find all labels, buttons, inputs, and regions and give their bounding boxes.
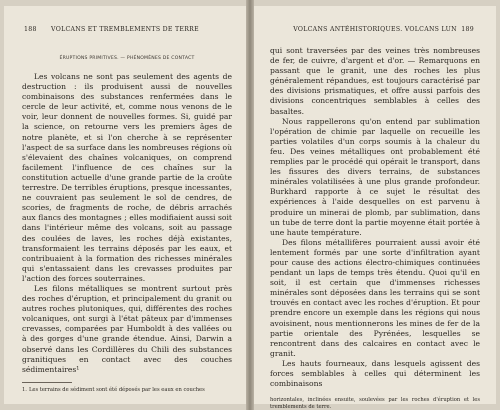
right-page	[254, 6, 496, 410]
footnote-number: 1.	[22, 386, 27, 393]
body-text	[270, 46, 480, 389]
body-text	[22, 72, 232, 375]
book-gutter	[246, 0, 254, 410]
footnote-continued: horizontales, inclinées ensuite, soulevées par les roches d'éruption et les tremblements de terre.	[270, 397, 480, 410]
paragraph: Les hauts fourneaux, dans lesquels agissent des forces semblables à celles qui déterminent les combinaisons	[270, 358, 480, 389]
footnote-text: Les terrains de sédiment sont été déposés par les eaux en couches	[28, 386, 205, 393]
running-head-title: VOLCANS ET TREMBLEMENTS DE TERRE	[51, 26, 199, 33]
paragraph: qui sont traversées par des veines très nombreuses de fer, de cuivre, d'argent et d'or. — Remarquons en passant que le granit, une des roches les plus généralement répandues, est toujours caractérisé par des divisions prismatiques, et offre aussi parfois des divisions concentriques semblables à celles des basaltes.	[270, 46, 480, 116]
page-number: 188	[24, 26, 37, 33]
footnote-divider	[22, 382, 72, 383]
section-caption: ÉRUPTIONS PRIMITIVES. — PHÉNOMÈNES DE CONTACT	[59, 56, 195, 61]
paragraph: Les filons métalliques se montrent surtout près des roches d'éruption, et principalement du granit ou autres roches plutoniques, qui, différentes des roches volcaniques, ont surgi à l'état pâteux par d'immenses crevasses, comparées par Humboldt à des vallées ou à des gorges d'une grande étendue. Ainsi, Darwin a observé dans les Cordillères du Chili des substances granitiques en contact avec des couches sédimentaires¹	[22, 283, 232, 374]
left-page	[4, 6, 246, 404]
running-head-title: VOLCANS ANTÉHISTORIQUES. VOLCANS LUN	[293, 26, 457, 33]
footnote	[22, 387, 232, 394]
paragraph: Des filons métallifères pourraient aussi avoir été lentement formés par une sorte d'infiltration ayant pour cause des actions électro-chimiques continuées pendant un laps de temps très étendu. Quoi qu'il en soit, il est certain que d'immenses richesses minérales sont déposées dans les terrains qui se sont trouvés en contact avec les roches d'éruption. Et pour prendre encore un exemple dans les régions qui nous avoisinent, nous mentionnerons les mines de fer de la partie orientale des Pyrénées, lesquelles se rencontrent dans des calcaires en contact avec le granit.	[270, 237, 480, 358]
paragraph: Les volcans ne sont pas seulement des agents de destruction : ils produisent aussi de nouvelles combinaisons des substances renfermées dans le cercle de leur activité, et, comme nous venons de le voir, leur donnent de nouvelles formes. Si, guidé par la science, on retourne vers les premiers âges de notre planète, et si l'on cherche à se représenter l'aspect de sa surface dans les nombreuses régions où s'élevaient des chaînes volcaniques, on comprend facilement l'influence de ces chaînes sur la constitution actuelle d'une grande partie de la croûte terrestre. De terribles éruptions, presque incessantes, ne couvraient pas seulement le sol de cendres, de scories, de fragments de roche, de débris arrachés aux flancs des montagnes ; elles modifiaient aussi soit dans l'intérieur même des volcans, soit au passage des coulées de laves, les roches déjà existantes, transformaient les terrains déposés par les eaux, et contribuaient à la formation des richesses minérales qui s'entassaient dans les crevasses produites par l'action des forces souterraines.	[22, 72, 232, 283]
paragraph: Nous rappellerons qu'on entend par sublimation l'opération de chimie par laquelle on recueille les parties volatiles d'un corps soumis à la chaleur du feu. Des veines métalliques ont probablement été remplies par le procédé qui opérait le transport, dans les fissures des divers terrains, de substances minérales volatilisées à une plus grande profondeur. Burkhard rapporte à ce sujet le résultat des expériences à l'aide desquelles on est parvenu à produire un minerai de plomb, par sublimation, dans un tube de terre dont la partie moyenne était portée à une haute température.	[270, 116, 480, 237]
page-number: 189	[461, 26, 474, 33]
